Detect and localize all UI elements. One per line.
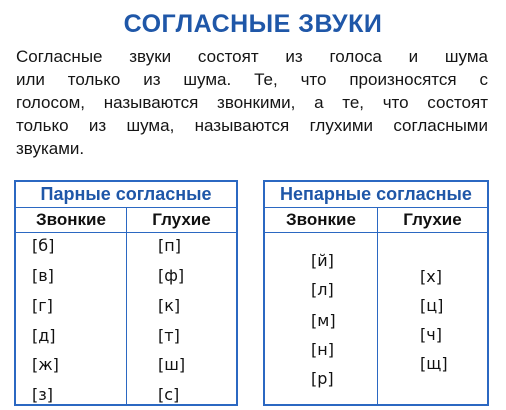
sound-cell: [ф] <box>158 266 185 285</box>
paragraph-line: или только из шума. Те, что произносятся с <box>16 70 488 89</box>
column-divider <box>126 208 127 404</box>
sound-cell: [ш] <box>158 355 186 374</box>
column-divider <box>377 208 378 404</box>
paired-voiceless-header: Глухие <box>152 210 211 229</box>
sound-cell: [щ] <box>420 354 448 373</box>
sound-cell: [м] <box>311 311 336 330</box>
page-title: СОГЛАСНЫЕ ЗВУКИ <box>123 10 383 38</box>
sound-cell: [г] <box>32 296 53 315</box>
sound-cell: [р] <box>311 369 334 388</box>
unpaired-table-title: Непарные согласные <box>265 182 487 208</box>
sound-cell: [б] <box>32 236 55 255</box>
paragraph-line: звуками. <box>16 139 85 158</box>
sound-cell: [д] <box>32 326 56 345</box>
header-divider <box>16 232 236 233</box>
sound-cell: [й] <box>311 251 334 270</box>
sound-cell: [п] <box>158 236 181 255</box>
paired-voiced-header: Звонкие <box>36 210 106 229</box>
sound-cell: [ц] <box>420 296 444 315</box>
sound-cell: [з] <box>32 385 53 404</box>
sound-cell: [т] <box>158 326 180 345</box>
sound-cell: [с] <box>158 385 180 404</box>
sound-cell: [ч] <box>420 325 442 344</box>
sound-cell: [к] <box>158 296 181 315</box>
sound-cell: [н] <box>311 340 334 359</box>
sound-cell: [в] <box>32 266 54 285</box>
unpaired-voiceless-header: Глухие <box>403 210 462 229</box>
paired-table-title: Парные согласные <box>16 182 236 208</box>
sound-cell: [л] <box>311 280 334 299</box>
paired-consonants-table <box>14 180 238 406</box>
sound-cell: [ж] <box>32 355 59 374</box>
unpaired-consonants-table <box>263 180 489 406</box>
unpaired-voiced-header: Звонкие <box>286 210 356 229</box>
sound-cell: [х] <box>420 267 442 286</box>
intro-paragraph <box>16 45 488 160</box>
paragraph-line: Согласные звуки состоят из голоса и шума <box>16 47 488 66</box>
paragraph-line: только из шума, называются глухими согласными <box>16 116 488 135</box>
header-divider <box>265 232 487 233</box>
paragraph-line: голосом, называются звонкими, а те, что состоят <box>16 93 488 112</box>
